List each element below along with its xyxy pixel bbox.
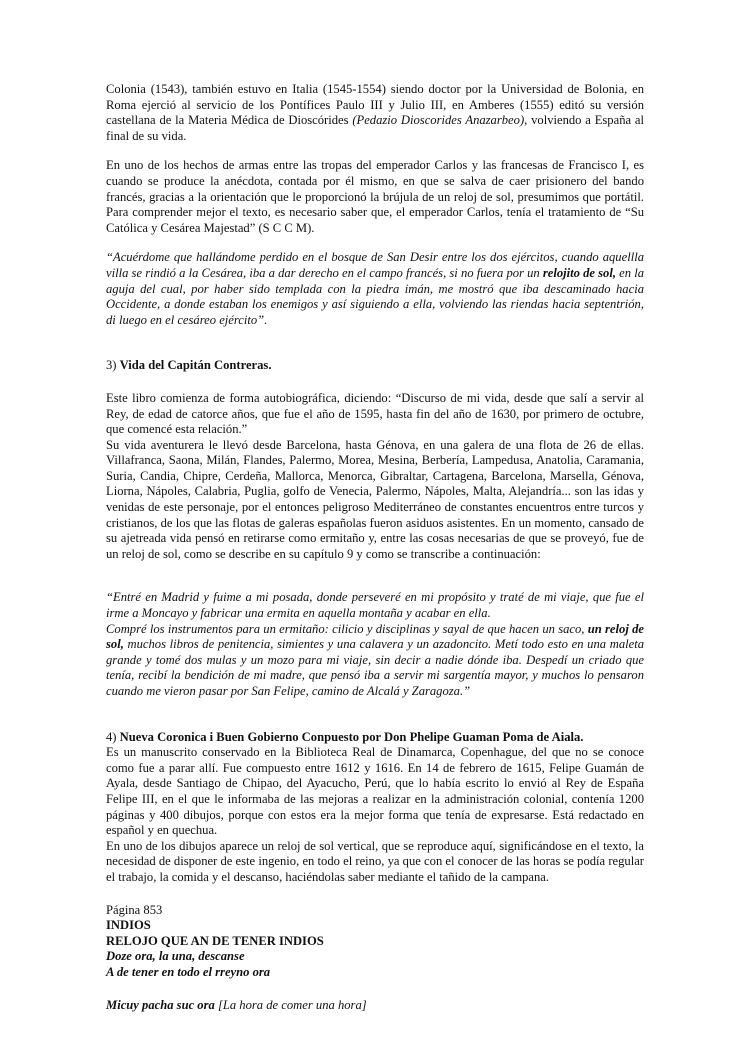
paragraph-contreras-intro: Este libro comienza de forma autobiográfica, diciendo: “Discurso de mi vida, desde que salí a servir al Rey, de edad de catorce años, que fue el año de 1595, hasta fin del año de 1630, por primero de octubre, que comencé esta relación.” — [106, 390, 644, 437]
paragraph-sundial-drawing: En uno de los dibujos aparece un reloj de sol vertical, que se reproduce aquí, significándose en el texto, la necesidad de disponer de este ingenio, en todo el reino, ya que con el conocer de las horas se podía regular el trabajo, la comida y el descanso, haciéndolas saber mediante el tañido de la campana. — [106, 838, 644, 884]
paragraph-contreras-life: Su vida aventurera le llevó desde Barcelona, hasta Génova, en una galera de una flota de 26 de ellas. Villafranca, Saona, Milán, Flandes, Palermo, Morea, Mesina, Berbería, Lampedusa, Anatolia, Caramania, Suria, Candia, Chipre, Cerdeña, Mallorca, Menorca, Gibraltar, Cartagena, Barcelona, Marsella, Génova, Liorna, Nápoles, Calabria, Puglia, golfo de Venecia, Palermo, Nápoles, Malta, Alejandría... son las idas y venidas de este personaje, por el entonces peligroso Mediterráneo de constantes encuentros entre turcos y cristianos, de los que las flotas de galeras españolas fueron asiduos asistentes. En un momento, cansado de su ajetreada vida pensó en retirarse como ermitaño y, entre las cosas necesarias de que se proveyó, fue de un reloj de sol, como se describe en su capítulo 9 y como se transcribe a continuación: — [106, 437, 644, 561]
section-number: 3) — [106, 358, 120, 373]
paragraph-anecdote-intro: En uno de los hechos de armas entre las tropas del emperador Carlos y las francesas de Francisco I, es cuando se produce la anécdota, contada por él mismo, en que se salva de caer prisionero del bando francés, gracias a la orientación que le proporcionó la brújula de un reloj de sol, presumimos que portátil. Para comprender mejor el texto, es necesario saber que, el emperador Carlos, tenía el tratamiento de “Su Católica y Cesárea Majestad” (S C C M). — [106, 158, 644, 235]
text-span: en la aguja del cual, por haber sido templada con la piedra imán, me mostró que iba descaminado hacia Occidente, a donde estaban los enemigos y así siguiendo a ella, volviendo las riendas hacia septentrión, di luego en el cesáreo ejército”. — [106, 265, 645, 327]
quote-emphasis: relojito de sol, — [542, 265, 616, 280]
section-heading-4 — [106, 730, 644, 746]
reference-line-2: A de tener en todo el rreyno ora — [106, 964, 271, 979]
book-title-italic: (Pedazio Dioscorides Anazarbeo) — [352, 113, 525, 128]
reference-line-1: Doze ora, la una, descanse — [106, 949, 245, 964]
text-span: “Acuérdome que hallándome perdido en el bosque de San Desir entre los dos ejércitos, cuando aquellla villa se rindió a la Cesárea, iba a dar derecho en el campo francés, si no fuera por un — [106, 250, 644, 280]
page-reference: Página 853 — [106, 902, 163, 917]
reference-reloj — [106, 934, 644, 950]
quote-emphasis: un reloj de sol, — [106, 621, 644, 652]
reference-indios — [106, 918, 644, 934]
paragraph-manuscript: Es un manuscrito conservado en la Biblioteca Real de Dinamarca, Copenhague, del que no se conoce como fue a parar allí. Fue compuesto entre 1612 y 1616. En 14 de febrero de 1615, Felipe Guamán de Ayala, desde Santiago de Chipao, del Ayacucho, Perú, que lo había escrito lo envió al Rey de España Felipe III, en el que le informaba de las mejoras a realizar en la administración colonial, contenía 1200 páginas y 400 dibujos, porque con estos era la mejor forma que tenía de expresarse. Está redactado en español y en quechua. — [106, 745, 644, 838]
section-title: Nueva Coronica i Buen Gobierno Conpuesto por Don Phelipe Guaman Poma de Aiala. — [119, 729, 584, 744]
section-title: Vida del Capitán Contreras. — [119, 358, 272, 373]
reference-micuy — [106, 998, 644, 1014]
reference-indios-text: INDIOS — [106, 918, 151, 933]
text-span: , volviendo a España al final de su vida. — [106, 113, 644, 143]
quote-relojito — [106, 250, 644, 328]
section-number: 4) — [106, 729, 120, 744]
quechua-text: Micuy pacha suc ora — [106, 997, 215, 1012]
reference-reloj-text: RELOJO QUE AN DE TENER INDIOS — [106, 933, 324, 948]
section-heading-3 — [106, 358, 644, 374]
text-span: Colonia (1543), también estuvo en Italia (1545-1554) siendo doctor por la Universidad de Bolonia, en Roma ejerció al servicio de los Pontífices Paulo III y Julio III, en Amberes (1555) editó su versión castellana de la Materia Médica de Dioscórides — [106, 82, 644, 128]
quote-ermitano — [106, 622, 644, 700]
translation-text: [La hora de comer una hora] — [214, 997, 367, 1012]
text-span: Compré los instrumentos para un ermitaño: cilicio y disciplinas y sayal de que hacen un saco, — [106, 621, 588, 636]
text-span: muchos libros de penitencia, simientes y una calavera y un azadoncito. Metí todo esto en una maleta grande y tomé dos mulas y un mozo para mi viaje, sin decir a nadie dónde iba. Despedí un criado que tenía, recibí la bendición de mi madre, que pensó iba a servir mi sargentía mayor, y muchos lo pensaron cuando me vieron pasar por San Felipe, camino de Alcalá y Zaragoza.” — [106, 637, 644, 698]
paragraph-laguna-career — [106, 82, 644, 144]
quote-madrid: “Entré en Madrid y fuime a mi posada, donde perseveré en mi propósito y traté de mi viaje, que fue el irme a Moncayo y fabricar una ermita en aquella montaña y acabar en ella. — [106, 590, 644, 621]
